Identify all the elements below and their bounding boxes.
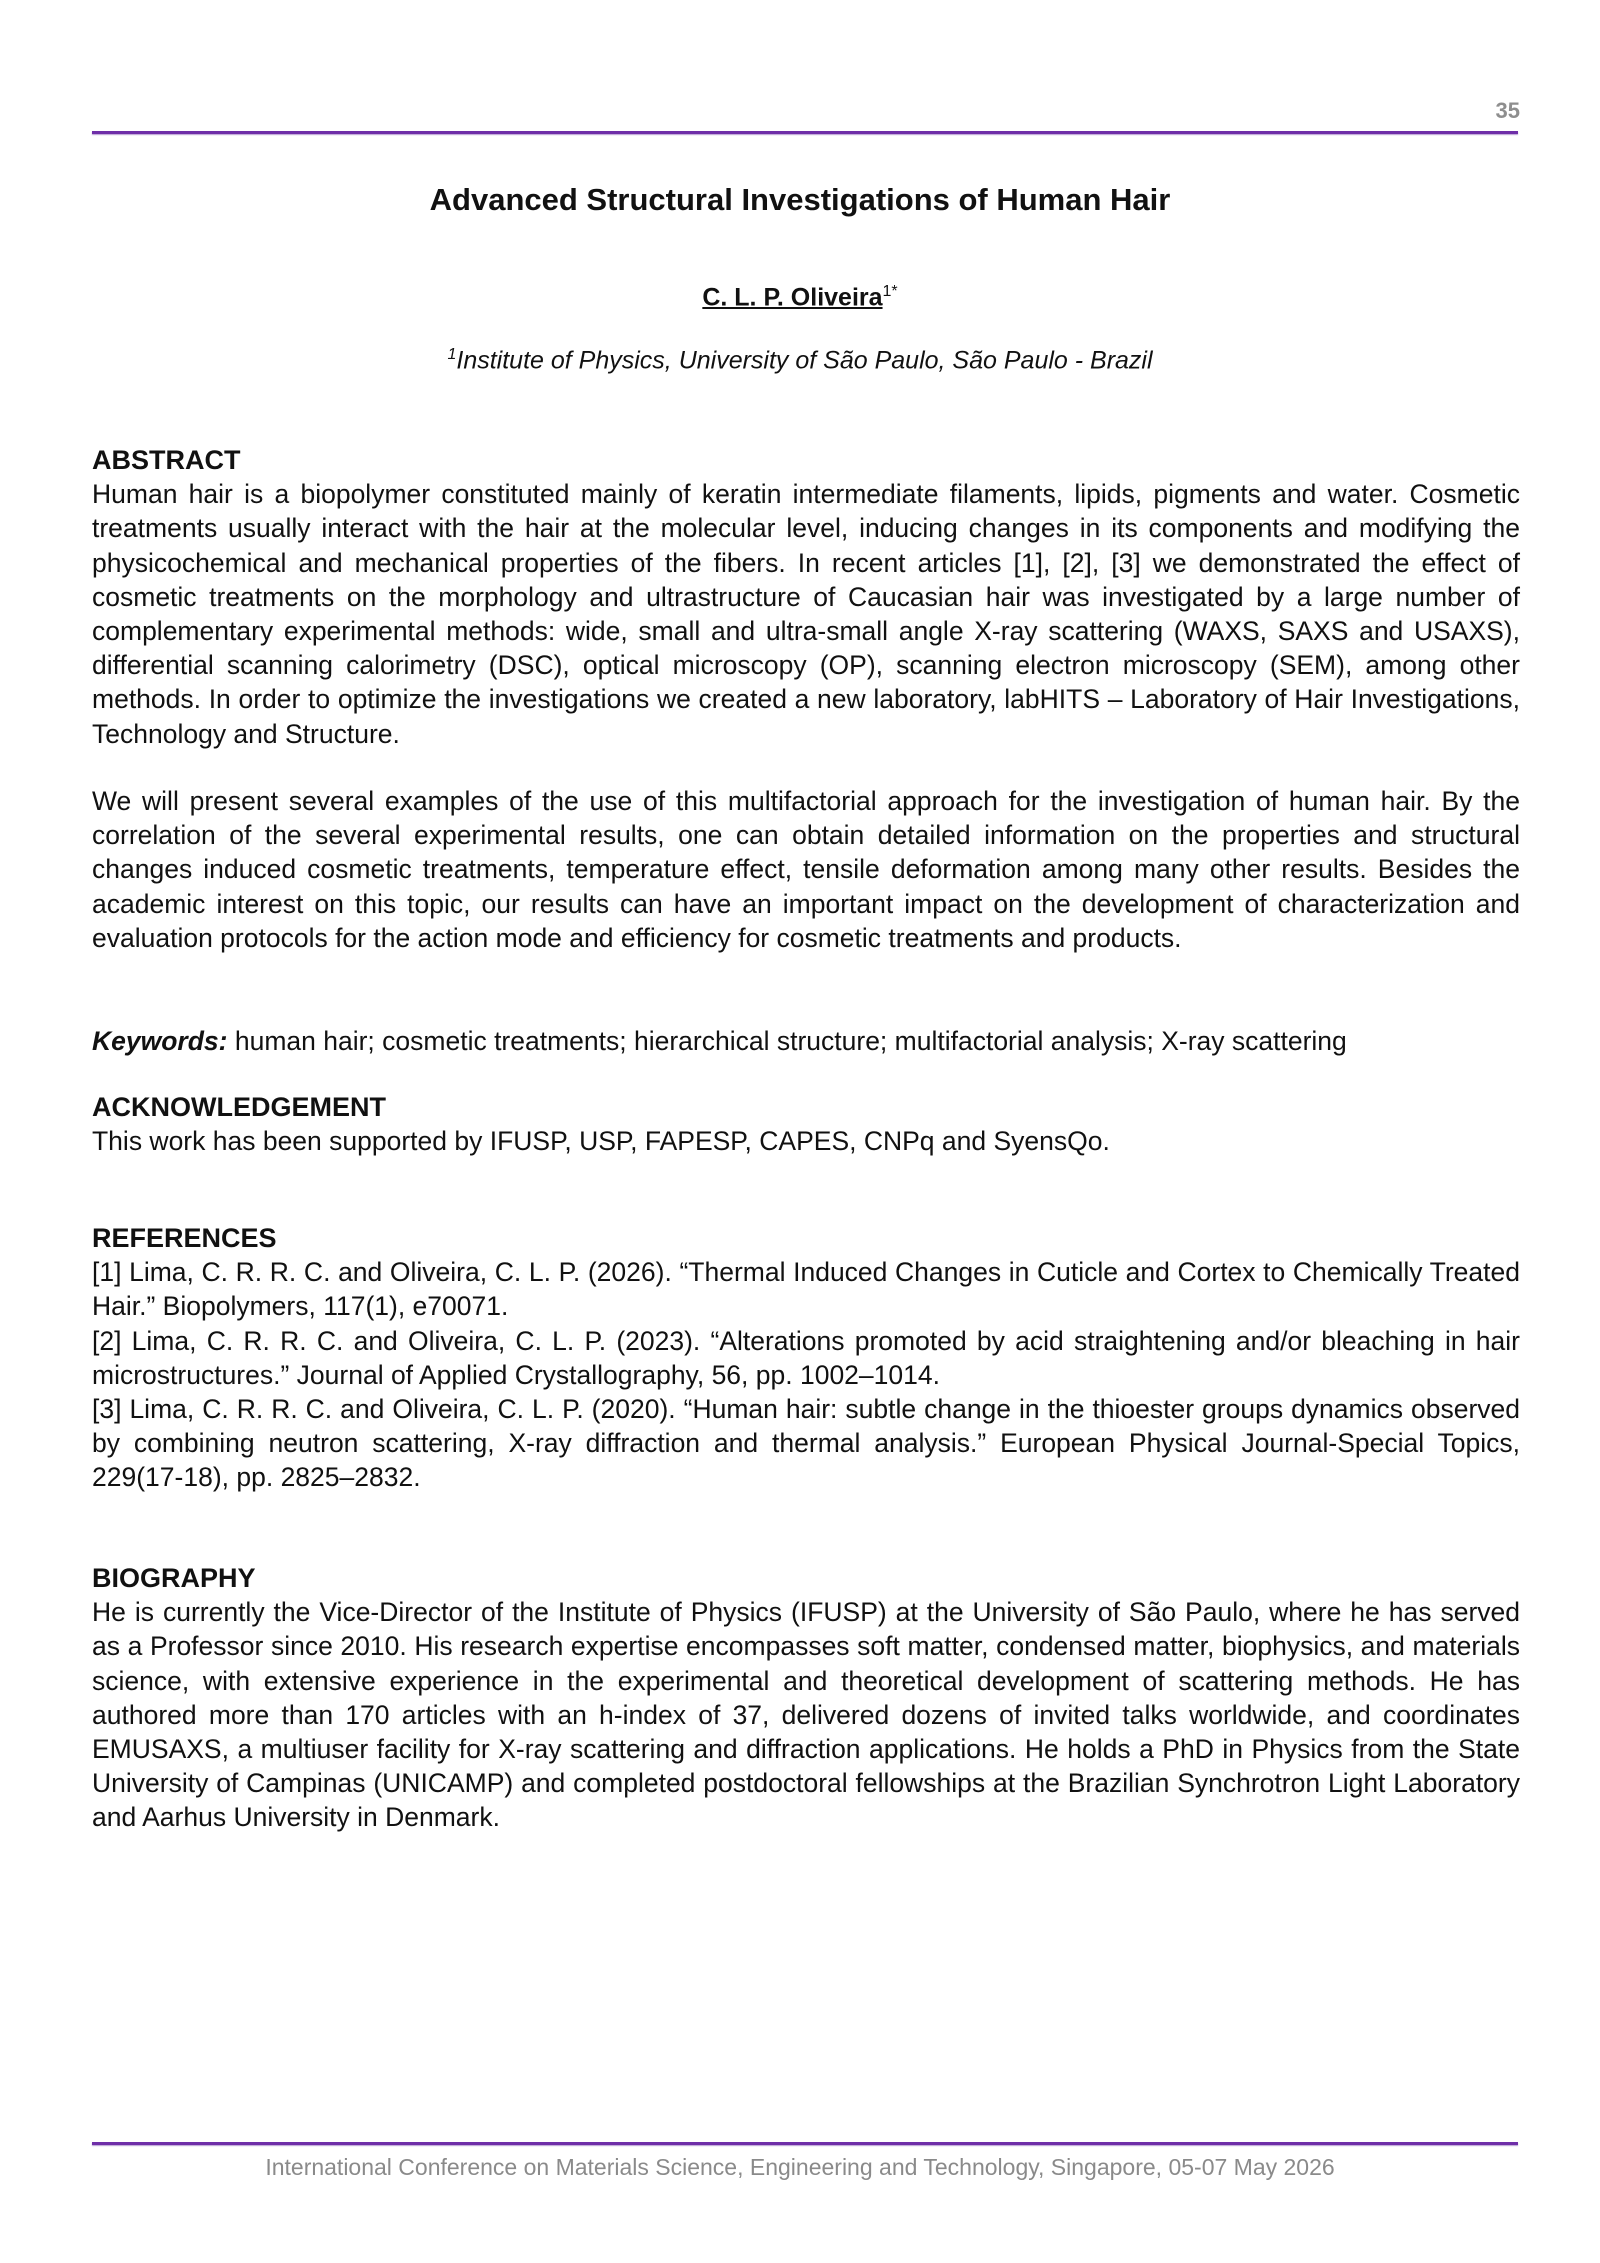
reference-item-1: [1] Lima, C. R. R. C. and Oliveira, C. L. P. (2026). “Thermal Induced Changes in Cuticle and Cortex to Chemically Treated Hair.” Biopolymers, 117(1), e70071. [92,1257,1520,1322]
reference-item-2: [2] Lima, C. R. R. C. and Oliveira, C. L. P. (2023). “Alterations promoted by acid straightening and/or bleaching in hair microstructures.” Journal of Applied Crystallography, 56, pp. 1002–1014. [92,1325,1520,1390]
references-section [92,1221,1520,1495]
references-heading: REFERENCES [92,1223,277,1253]
affiliation-text: Institute of Physics, University of São Paulo, São Paulo - Brazil [456,346,1153,375]
acknowledgement-text: This work has been supported by IFUSP, USP, FAPESP, CAPES, CNPq and SyensQo. [92,1126,1110,1157]
author-superscript: 1* [882,283,898,300]
abstract-section [92,443,1520,751]
affiliation-line [0,346,1600,375]
keywords-text: human hair; cosmetic treatments; hierarchical structure; multifactorial analysis; X-ray scattering [227,1026,1347,1056]
abstract-paragraph-2: We will present several examples of the use of this multifactorial approach for the investigation of human hair. By the correlation of the several experimental results, one can obtain detailed information on the properties and structural changes induced cosmetic treatments, temperature effect, tensile deformation among many other results. Besides the academic interest on this topic, our results can have an important impact on the development of characterization and evaluation protocols for the action mode and efficiency for cosmetic treatments and products. [92,786,1520,953]
biography-heading: BIOGRAPHY [92,1563,256,1593]
page-number: 35 [1495,98,1520,123]
keywords-line [92,1024,1520,1058]
author-name: C. L. P. Oliveira [702,283,883,312]
reference-item-3: [3] Lima, C. R. R. C. and Oliveira, C. L. P. (2020). “Human hair: subtle change in the thioester groups dynamics observed by combining neutron scattering, X-ray diffraction and thermal analysis.” European Physical Journal-Special Topics, 229(17-18), pp. 2825–2832. [92,1394,1520,1493]
abstract-paragraph-1: Human hair is a biopolymer constituted mainly of keratin intermediate filaments, lipids, pigments and water. Cosmetic treatments usually interact with the hair at the molecular level, inducing changes in its components and modifying the physicochemical and mechanical properties of the fibers. In recent articles [1], [2], [3] we demonstrated the effect of cosmetic treatments on the morphology and ultrastructure of Caucasian hair was investigated by a large number of complementary experimental methods: wide, small and ultra-small angle X-ray scattering (WAXS, SAXS and USAXS), differential scanning calorimetry (DSC), optical microscopy (OP), scanning electron microscopy (SEM), among other methods. In order to optimize the investigations we created a new laboratory, labHITS – Laboratory of Hair Investigations, Technology and Structure. [92,479,1520,749]
acknowledgement-section [92,1090,1520,1158]
paper-title: Advanced Structural Investigations of Human Hair [429,182,1171,217]
abstract-paragraph-2-block [92,784,1520,955]
abstract-heading: ABSTRACT [92,445,241,475]
acknowledgement-heading: ACKNOWLEDGEMENT [92,1092,386,1122]
affiliation-superscript: 1 [447,346,457,363]
biography-section [92,1561,1520,1835]
biography-text: He is currently the Vice-Director of the Institute of Physics (IFUSP) at the University of São Paulo, where he has served as a Professor since 2010. His research expertise encompasses soft matter, condensed matter, biophysics, and materials science, with extensive experience in the experimental and theoretical development of scattering methods. He has authored more than 170 articles with an h-index of 37, delivered dozens of invited talks worldwide, and coordinates EMUSAXS, a multiuser facility for X-ray scattering and diffraction applications. He holds a PhD in Physics from the State University of Campinas (UNICAMP) and completed postdoctoral fellowships at the Brazilian Synchrotron Light Laboratory and Aarhus University in Denmark. [92,1597,1520,1833]
footer-rule [92,2142,1518,2145]
header-rule [92,131,1518,134]
footer-text: International Conference on Materials Science, Engineering and Technology, Singapore, 05-07 May 2026 [265,2154,1335,2180]
keywords-label: Keywords: [92,1026,228,1056]
author-line [0,283,1600,312]
